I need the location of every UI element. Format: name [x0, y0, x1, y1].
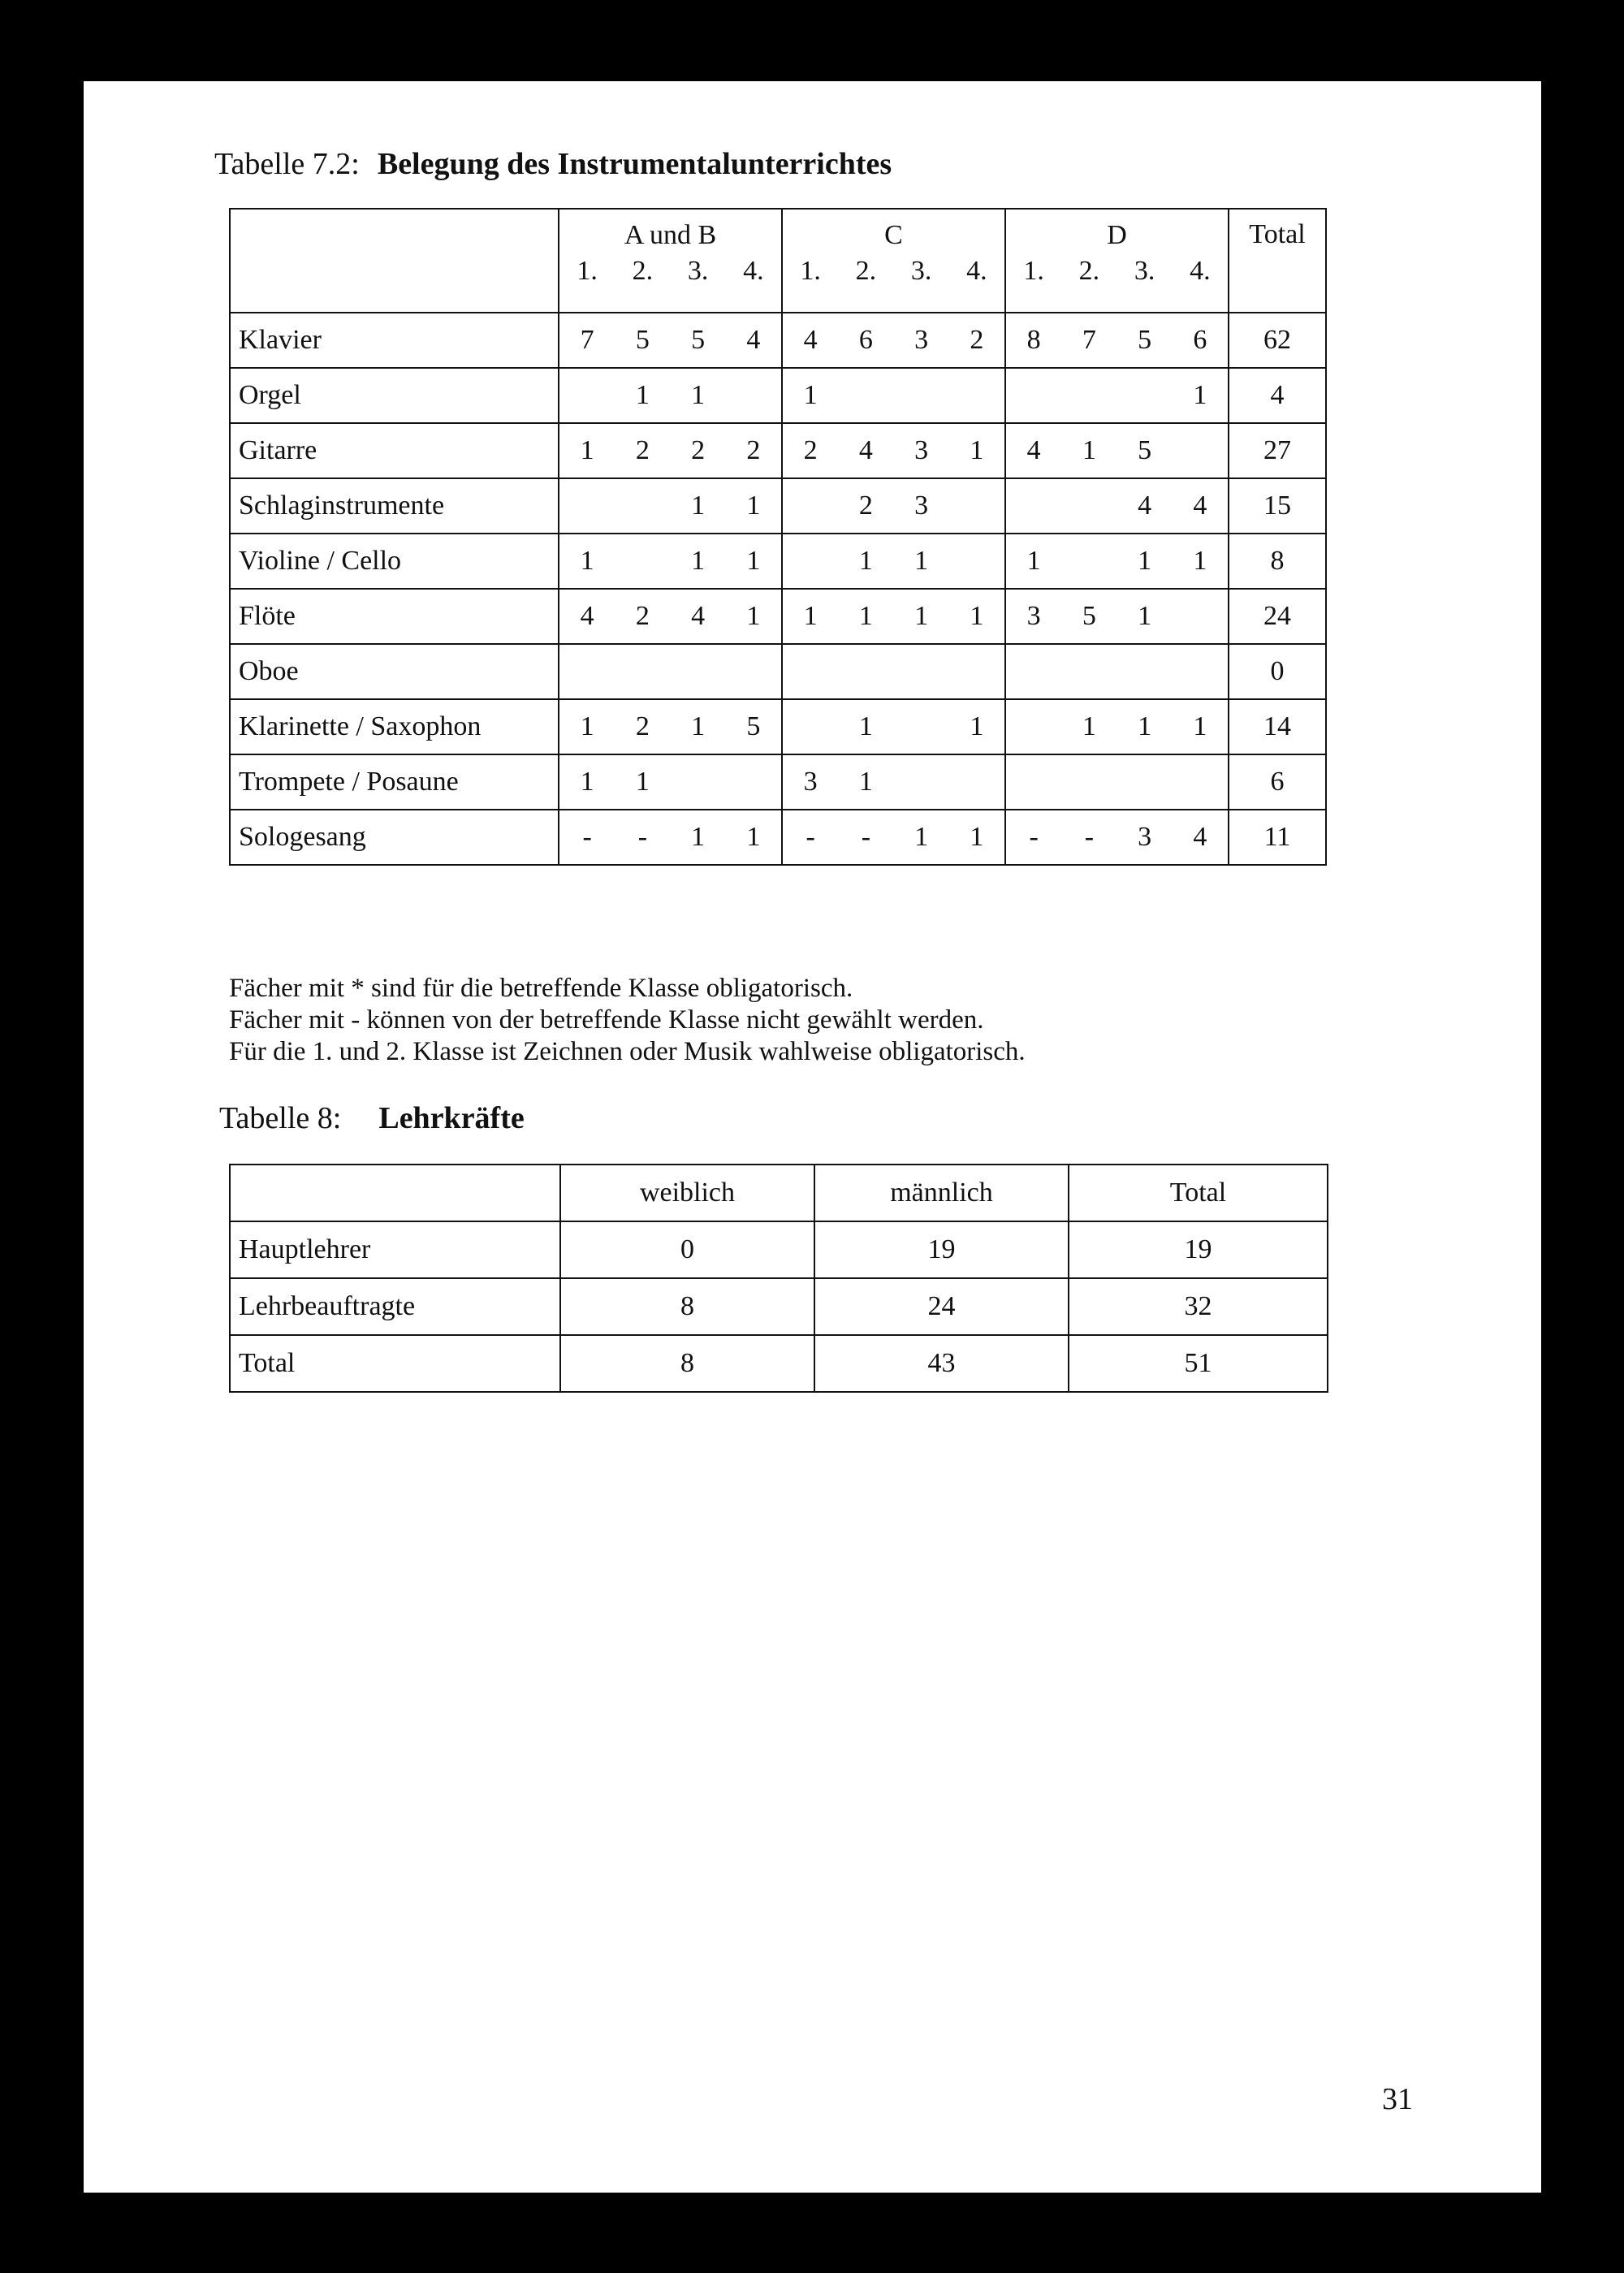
value-cell: 1: [746, 490, 761, 521]
value-cell: 4: [1026, 435, 1041, 465]
value-cell: [1173, 764, 1228, 800]
value-cell: [1173, 433, 1228, 469]
group-values: [1005, 699, 1229, 754]
value-cell: 1: [914, 546, 929, 576]
table8-label: Tabelle 8:: [219, 1101, 342, 1135]
value-cell: 2: [635, 435, 650, 465]
table8-title: Lehrkräfte: [378, 1101, 525, 1135]
value-cell: [783, 488, 838, 524]
value-cell: 1: [1138, 711, 1152, 741]
value-cell: 3: [914, 490, 929, 521]
value-cell: [726, 378, 781, 413]
group-values: [782, 810, 1005, 865]
value-cells: [559, 654, 781, 689]
group-values: [782, 313, 1005, 368]
value-cells: [1006, 819, 1228, 855]
value-cell: [894, 764, 949, 800]
value-cell: 1: [691, 546, 706, 576]
value-cells: [783, 543, 1004, 579]
value-cell: 1: [691, 711, 706, 741]
row-total: 11: [1229, 810, 1326, 865]
value-cell: [783, 709, 838, 745]
column-header: weiblich: [560, 1165, 814, 1221]
group-header: [1005, 209, 1229, 313]
row-total: 8: [1229, 534, 1326, 589]
value-cell: 1: [1193, 380, 1207, 410]
value-cell: [615, 543, 670, 579]
instrument-name: Klavier: [230, 313, 559, 368]
value-cell: [1006, 488, 1061, 524]
table-row: [230, 313, 1326, 368]
value-cell: 6: [1193, 325, 1207, 355]
value-cells: [1006, 654, 1228, 689]
value-cells: [559, 598, 781, 634]
table72-caption: [214, 146, 892, 182]
row-total: 6: [1229, 754, 1326, 810]
note-line: Fächer mit * sind für die betreffende Klasse obligatorisch.: [229, 974, 853, 1003]
value-cell: 1: [580, 435, 594, 465]
value-cells: [559, 764, 781, 800]
value-cell: [615, 488, 670, 524]
value-cells: [783, 598, 1004, 634]
value-cell: [1061, 654, 1116, 689]
instrument-name: Trompete / Posaune: [230, 754, 559, 810]
value-cell: 1: [858, 601, 873, 631]
value-cell: [1117, 654, 1173, 689]
value-cell: 4: [580, 601, 594, 631]
table-row: [230, 1278, 1328, 1335]
value-cell: [726, 654, 781, 689]
page-number: 31: [1382, 2082, 1413, 2116]
table72-title: Belegung des Instrumentalunterrichtes: [377, 147, 892, 181]
value-cell: 6: [858, 325, 873, 355]
group-values: [782, 699, 1005, 754]
class-numbers: [1006, 253, 1228, 289]
value-cell: 2: [803, 435, 818, 465]
value-cells: [559, 488, 781, 524]
value-cell: -: [1084, 822, 1095, 852]
value-cell: [615, 654, 670, 689]
value-cell: 7: [580, 325, 594, 355]
value-cell: [783, 543, 838, 579]
value-cell: [559, 378, 615, 413]
table-row: [230, 1335, 1328, 1392]
table-row: [230, 754, 1326, 810]
value-cell: 1: [970, 822, 984, 852]
value-cell: -: [582, 822, 592, 852]
instrument-name: Flöte: [230, 589, 559, 644]
value-cell: 5: [1138, 325, 1152, 355]
value-cells: [559, 819, 781, 855]
value-cell: [1173, 598, 1228, 634]
value-cell: 1: [1193, 711, 1207, 741]
value-cell: [1061, 764, 1116, 800]
value-cell: 2: [746, 435, 761, 465]
table-row: [230, 644, 1326, 699]
value-cell: -: [806, 822, 815, 852]
class-numbers: [559, 253, 781, 289]
row-total: 62: [1229, 313, 1326, 368]
class-number: 2.: [632, 256, 654, 286]
value-cell: 8: [560, 1278, 814, 1335]
value-cell: [1006, 764, 1061, 800]
value-cell: 1: [746, 822, 761, 852]
table-row: [230, 699, 1326, 754]
value-cells: [783, 322, 1004, 358]
value-cell: 4: [858, 435, 873, 465]
value-cell: 3: [1138, 822, 1152, 852]
value-cell: 2: [858, 490, 873, 521]
value-cell: [671, 764, 726, 800]
value-cell: [1173, 654, 1228, 689]
row-label: Hauptlehrer: [230, 1221, 560, 1278]
value-cell: [1061, 378, 1116, 413]
value-cell: 1: [580, 711, 594, 741]
value-cell: 1: [635, 767, 650, 797]
group-values: [782, 368, 1005, 423]
value-cells: [1006, 488, 1228, 524]
class-number: 3.: [687, 256, 709, 286]
value-cell: -: [637, 822, 648, 852]
value-cells: [1006, 764, 1228, 800]
value-cell: 24: [814, 1278, 1069, 1335]
class-number: 1.: [800, 256, 821, 286]
table8-caption: [219, 1100, 525, 1136]
value-cell: [949, 378, 1004, 413]
value-cell: 1: [1082, 435, 1096, 465]
note-line: Fächer mit - können von der betreffende Klasse nicht gewählt werden.: [229, 1005, 984, 1035]
group-values: [1005, 644, 1229, 699]
value-cell: 2: [635, 711, 650, 741]
value-cell: 1: [803, 380, 818, 410]
group-values: [559, 423, 782, 478]
value-cell: [949, 543, 1004, 579]
value-cell: 1: [858, 711, 873, 741]
value-cells: [783, 378, 1004, 413]
column-header: männlich: [814, 1165, 1069, 1221]
value-cell: [1117, 764, 1173, 800]
row-total: 15: [1229, 478, 1326, 534]
class-number: 4.: [966, 256, 987, 286]
group-values: [1005, 368, 1229, 423]
class-number: 3.: [1134, 256, 1155, 286]
instrument-name: Oboe: [230, 644, 559, 699]
instrument-name: Schlaginstrumente: [230, 478, 559, 534]
value-cells: [559, 322, 781, 358]
group-values: [782, 754, 1005, 810]
group-values: [782, 589, 1005, 644]
value-cell: 1: [746, 546, 761, 576]
value-cell: [783, 654, 838, 689]
value-cells: [1006, 598, 1228, 634]
value-cell: 5: [746, 711, 761, 741]
value-cell: 1: [635, 380, 650, 410]
value-cell: 1: [691, 380, 706, 410]
value-cell: 4: [803, 325, 818, 355]
group-values: [559, 478, 782, 534]
value-cells: [783, 654, 1004, 689]
value-cell: 1: [803, 601, 818, 631]
table-row: [230, 810, 1326, 865]
value-cell: 19: [814, 1221, 1069, 1278]
value-cell: 51: [1069, 1335, 1328, 1392]
group-values: [1005, 423, 1229, 478]
value-cell: [838, 654, 893, 689]
row-total: 27: [1229, 423, 1326, 478]
value-cells: [559, 378, 781, 413]
instrument-name: Sologesang: [230, 810, 559, 865]
value-cell: 5: [691, 325, 706, 355]
value-cell: 1: [746, 601, 761, 631]
value-cell: [1061, 543, 1116, 579]
value-cells: [783, 488, 1004, 524]
value-cell: 3: [914, 435, 929, 465]
value-cell: [1006, 654, 1061, 689]
instrument-name: Violine / Cello: [230, 534, 559, 589]
value-cell: 1: [970, 711, 984, 741]
value-cells: [1006, 543, 1228, 579]
value-cell: 1: [1026, 546, 1041, 576]
value-cell: 1: [691, 490, 706, 521]
value-cell: [671, 654, 726, 689]
group-values: [1005, 313, 1229, 368]
value-cell: 1: [580, 767, 594, 797]
value-cell: [1006, 378, 1061, 413]
value-cell: 5: [635, 325, 650, 355]
value-cell: 19: [1069, 1221, 1328, 1278]
value-cell: [838, 378, 893, 413]
value-cells: [559, 433, 781, 469]
group-values: [559, 699, 782, 754]
row-total: 24: [1229, 589, 1326, 644]
header-row: [230, 1165, 1328, 1221]
note-line: Für die 1. und 2. Klasse ist Zeichnen oder Musik wahlweise obligatorisch.: [229, 1037, 1026, 1066]
value-cell: 32: [1069, 1278, 1328, 1335]
group-values: [1005, 810, 1229, 865]
value-cell: 1: [691, 822, 706, 852]
value-cell: [949, 488, 1004, 524]
group-values: [782, 423, 1005, 478]
value-cell: [949, 764, 1004, 800]
group-header: [559, 209, 782, 313]
group-values: [559, 534, 782, 589]
value-cell: [1006, 709, 1061, 745]
group-values: [782, 478, 1005, 534]
table-row: [230, 423, 1326, 478]
value-cell: 1: [1193, 546, 1207, 576]
value-cell: 4: [746, 325, 761, 355]
value-cells: [1006, 322, 1228, 358]
value-cell: 0: [560, 1221, 814, 1278]
value-cell: [949, 654, 1004, 689]
class-number: 1.: [577, 256, 598, 286]
class-number: 2.: [1078, 256, 1100, 286]
value-cell: 8: [560, 1335, 814, 1392]
value-cells: [783, 819, 1004, 855]
value-cells: [1006, 709, 1228, 745]
row-total: 0: [1229, 644, 1326, 699]
value-cell: 2: [970, 325, 984, 355]
value-cell: 5: [1138, 435, 1152, 465]
group-values: [782, 644, 1005, 699]
value-cell: 8: [1026, 325, 1041, 355]
value-cell: [1117, 378, 1173, 413]
value-cell: 4: [691, 601, 706, 631]
value-cell: 3: [1026, 601, 1041, 631]
table72-label: Tabelle 7.2:: [214, 147, 360, 181]
row-total: 4: [1229, 368, 1326, 423]
value-cells: [783, 709, 1004, 745]
value-cell: [726, 764, 781, 800]
value-cells: [783, 433, 1004, 469]
value-cells: [1006, 378, 1228, 413]
value-cells: [559, 709, 781, 745]
group-values: [1005, 534, 1229, 589]
value-cell: 1: [858, 546, 873, 576]
row-total: 14: [1229, 699, 1326, 754]
group-values: [559, 810, 782, 865]
class-numbers: [783, 253, 1004, 289]
instrument-name: Gitarre: [230, 423, 559, 478]
table-row: [230, 589, 1326, 644]
value-cell: 2: [635, 601, 650, 631]
group-values: [1005, 478, 1229, 534]
group-name: A und B: [624, 220, 717, 250]
teachers-table: [229, 1164, 1328, 1393]
group-name: C: [884, 220, 903, 250]
table-notes: [229, 973, 1026, 1068]
value-cell: [894, 654, 949, 689]
instrument-name: Orgel: [230, 368, 559, 423]
value-cell: -: [861, 822, 871, 852]
table-row: [230, 534, 1326, 589]
value-cell: 1: [914, 601, 929, 631]
table-row: [230, 1221, 1328, 1278]
value-cells: [783, 764, 1004, 800]
value-cell: 1: [970, 435, 984, 465]
instrument-table: [229, 208, 1327, 866]
group-values: [1005, 589, 1229, 644]
value-cell: 1: [1138, 601, 1152, 631]
group-values: [559, 754, 782, 810]
value-cell: 1: [970, 601, 984, 631]
value-cell: 7: [1082, 325, 1096, 355]
group-values: [559, 644, 782, 699]
instrument-name: Klarinette / Saxophon: [230, 699, 559, 754]
value-cell: [559, 654, 615, 689]
value-cell: 43: [814, 1335, 1069, 1392]
group-values: [559, 368, 782, 423]
group-name: D: [1107, 220, 1127, 250]
group-values: [782, 534, 1005, 589]
group-header: [782, 209, 1005, 313]
group-values: [559, 589, 782, 644]
value-cell: 1: [1138, 546, 1152, 576]
value-cell: -: [1029, 822, 1039, 852]
value-cell: 1: [580, 546, 594, 576]
class-number: 2.: [855, 256, 877, 286]
value-cell: 1: [914, 822, 929, 852]
header-row: [230, 209, 1326, 313]
value-cell: 4: [1193, 490, 1207, 521]
table-row: [230, 368, 1326, 423]
value-cells: [1006, 433, 1228, 469]
class-number: 3.: [910, 256, 932, 286]
value-cell: 4: [1138, 490, 1152, 521]
value-cell: [894, 378, 949, 413]
value-cell: [1061, 488, 1116, 524]
value-cell: 1: [858, 767, 873, 797]
value-cell: 3: [803, 767, 818, 797]
class-number: 4.: [743, 256, 764, 286]
value-cell: [894, 709, 949, 745]
class-number: 1.: [1023, 256, 1044, 286]
value-cell: 2: [691, 435, 706, 465]
row-label: Lehrbeauftragte: [230, 1278, 560, 1335]
column-header: Total: [1069, 1165, 1328, 1221]
row-label: Total: [230, 1335, 560, 1392]
total-header: Total: [1229, 209, 1326, 313]
corner-cell: [230, 1165, 560, 1221]
value-cell: [559, 488, 615, 524]
value-cell: 5: [1082, 601, 1096, 631]
class-number: 4.: [1190, 256, 1211, 286]
value-cells: [559, 543, 781, 579]
value-cell: 4: [1193, 822, 1207, 852]
group-values: [559, 313, 782, 368]
value-cell: 3: [914, 325, 929, 355]
table-row: [230, 478, 1326, 534]
value-cell: 1: [1082, 711, 1096, 741]
group-values: [1005, 754, 1229, 810]
corner-cell: [230, 209, 559, 313]
